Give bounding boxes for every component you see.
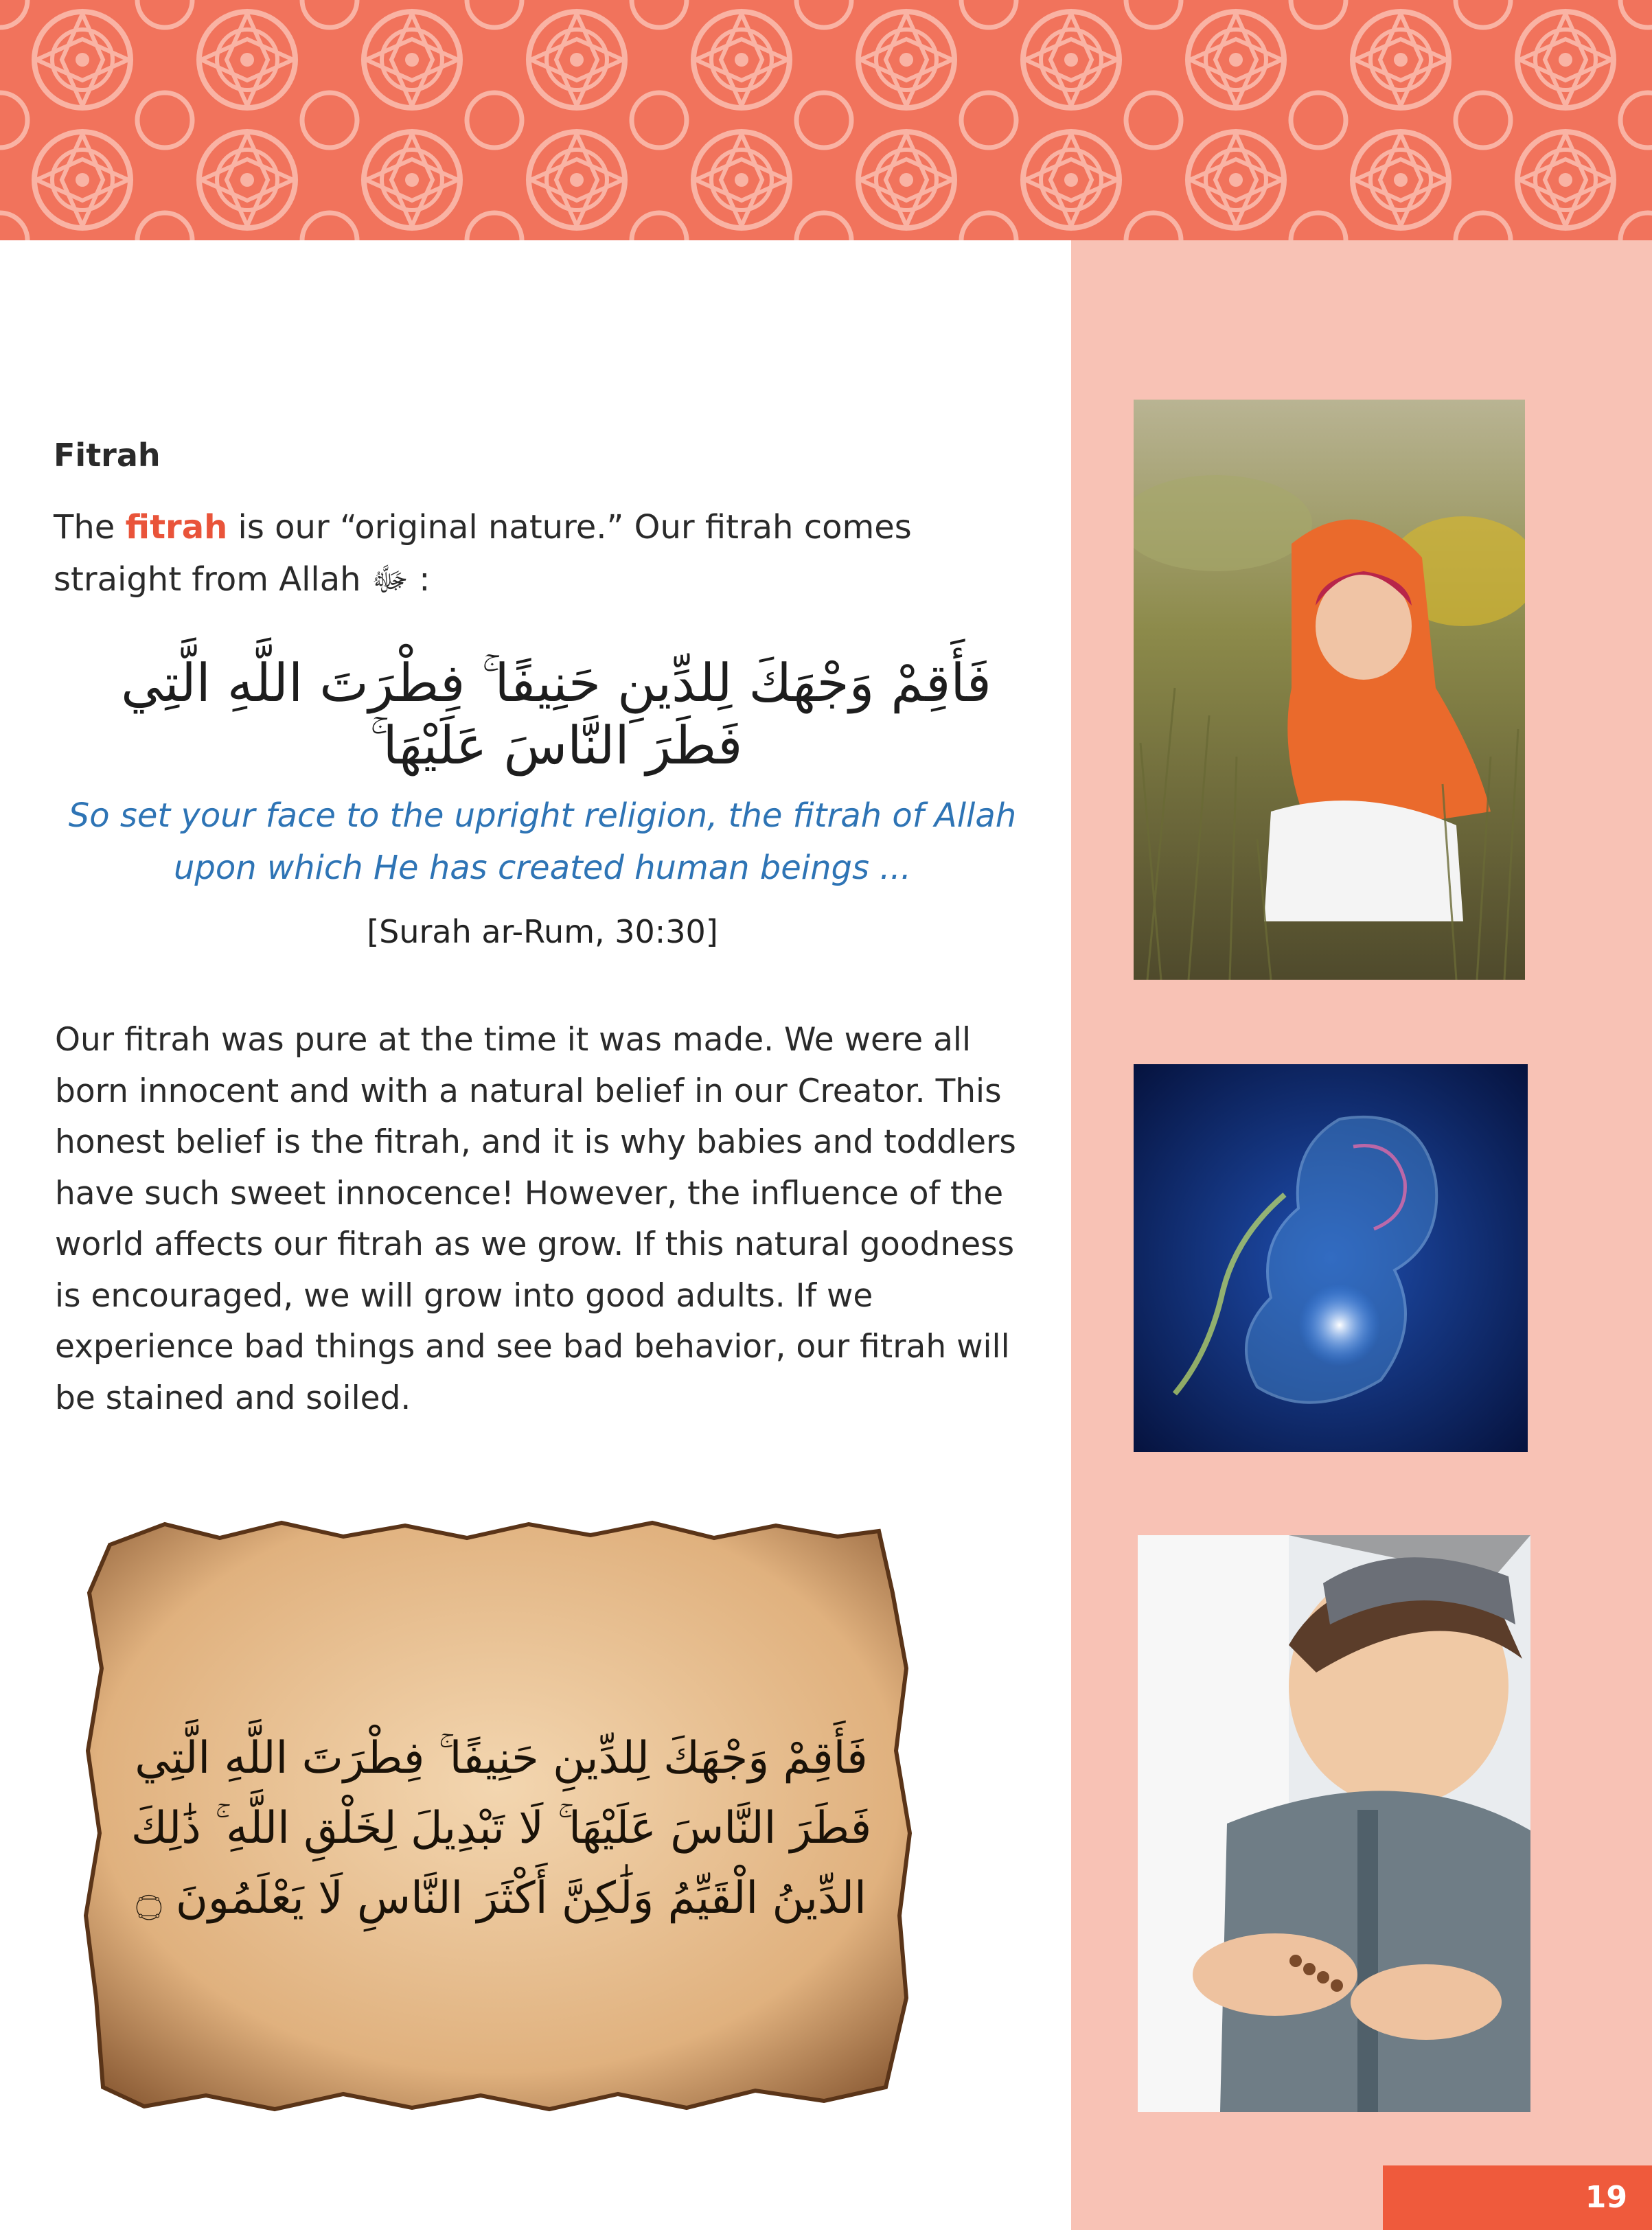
page-number: 19	[1585, 2180, 1627, 2215]
body-paragraph: Our fitrah was pure at the time it was made. We were all born innocent and with a natural belief in our Creator. This honest belief is the fitrah, and it is why babies and toddlers have such sweet innocence! However, the influence of the world affects our fitrah as we grow. If this natural goodness is encouraged, we will grow into good adults. If we experience bad things and see bad behavior, our fitrah will be stained and soiled.	[55, 1021, 1016, 1417]
intro-paragraph	[54, 501, 1015, 606]
photo-smiling-toddler	[1138, 1535, 1530, 2112]
decorative-header-band	[0, 0, 1652, 240]
verse-arabic: فَأَقِمْ وَجْهَكَ لِلدِّينِ حَنِيفًا ۚ فِطْرَتَ اللَّهِ الَّتِي فَطَرَ النَّاسَ عَلَيْهَا ۚ	[121, 652, 991, 776]
intro-text-before: The	[54, 508, 126, 547]
intro-highlight-term: fitrah	[125, 508, 228, 547]
scroll-arabic-verse: فَأَقِمْ وَجْهَكَ لِلدِّينِ حَنِيفًا ۚ فِطْرَتَ اللَّهِ الَّتِي فَطَرَ النَّاسَ عَلَيْهَا ۚ لَا تَبْدِيلَ لِخَلْقِ اللَّهِ ۚ ذَٰلِكَ الدِّينُ الْقَيِّمُ وَلَٰكِنَّ أَكْثَرَ النَّاسِ لَا يَعْلَمُونَ ۝	[130, 1733, 872, 1924]
section-title: Fitrah	[54, 437, 161, 474]
photo-glowing-embryo	[1134, 1064, 1528, 1452]
intro-text-after: is our “original nature.” Our fitrah comes straight from Allah ﷻ :	[54, 508, 912, 599]
photo-girl-in-grass	[1134, 400, 1525, 980]
verse-reference: [Surah ar-Rum, 30:30]	[367, 913, 718, 950]
verse-translation: So set your face to the upright religion, the fitrah of Allah upon which He has created human beings ...	[68, 796, 1017, 887]
